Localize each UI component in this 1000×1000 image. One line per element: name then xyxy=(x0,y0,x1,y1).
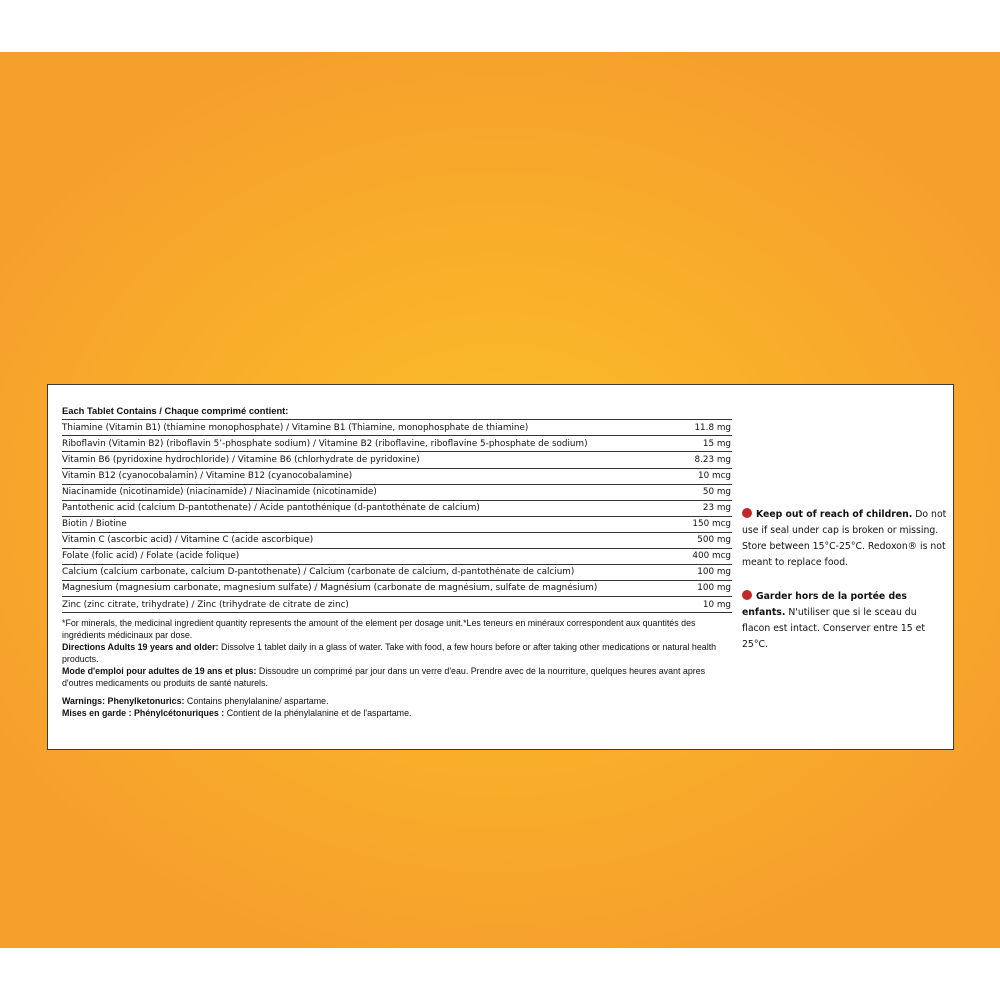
ingredient-amount: 400 mcg xyxy=(692,551,731,562)
red-bullet-icon xyxy=(742,590,752,600)
table-header: Each Tablet Contains / Chaque comprimé contient: xyxy=(62,405,732,420)
ingredient-name: Magnesium (magnesium carbonate, magnesium sulfate) / Magnésium (carbonate de magnésium, sulfate de magnésium) xyxy=(62,583,598,594)
warnings-fr xyxy=(62,708,732,720)
ingredient-name: Niacinamide (nicotinamide) (niacinamide) / Niacinamide (nicotinamide) xyxy=(62,486,377,497)
ingredient-row xyxy=(62,581,732,597)
ingredients-table xyxy=(62,405,732,720)
ingredient-name: Calcium (calcium carbonate, calcium D-pantothenate) / Calcium (carbonate de calcium, d-pantothénate de calcium) xyxy=(62,567,575,578)
ingredient-name: Biotin / Biotine xyxy=(62,519,127,530)
directions-label: Directions Adults 19 years and older: xyxy=(62,642,219,653)
bottom-white-band xyxy=(0,948,1000,1000)
ingredient-name: Pantothenic acid (calcium D-pantothenate) / Acide pantothénique (d-pantothénate de calcium) xyxy=(62,503,480,514)
directions-en xyxy=(62,642,732,666)
ingredient-amount: 8.23 mg xyxy=(694,454,731,465)
side-warning-fr xyxy=(742,589,947,653)
directions-fr xyxy=(62,666,732,690)
side-en-bold: Keep out of reach of children. xyxy=(756,509,913,520)
top-white-band xyxy=(0,0,1000,52)
ingredient-amount: 50 mg xyxy=(702,486,731,497)
ingredient-amount: 100 mg xyxy=(697,567,731,578)
ingredient-row xyxy=(62,549,732,565)
side-fr-text: N'utiliser que si le sceau du flacon est intact. Conserver entre 15 et 25°C. xyxy=(742,606,926,650)
red-bullet-icon xyxy=(742,508,752,518)
ingredient-rows xyxy=(62,420,732,613)
ingredient-name: Thiamine (Vitamin B1) (thiamine monophosphate) / Vitamine B1 (Thiamine, monophosphate de thiamine) xyxy=(62,422,529,433)
ingredient-row xyxy=(62,485,732,501)
minerals-note: *For minerals, the medicinal ingredient quantity represents the amount of the element per dosage unit.*Les teneurs en minéraux correspondent aux quantités des ingrédients médicinaux par dose. xyxy=(62,618,696,641)
ingredient-name: Vitamin B6 (pyridoxine hydrochloride) / Vitamine B6 (chlorhydrate de pyridoxine) xyxy=(62,454,420,465)
mode-label: Mode d'emploi pour adultes de 19 ans et plus: xyxy=(62,666,257,677)
ingredient-row xyxy=(62,452,732,468)
mises-text: Contient de la phénylalanine et de l'aspartame. xyxy=(224,707,412,718)
mode-text: Dissoudre un comprimé par jour dans un verre d'eau. Prendre avec de la nourriture, quelques heures avant apres d'outres medicaments ou produits de santé naturels. xyxy=(62,666,706,689)
ingredient-amount: 11.8 mg xyxy=(694,422,731,433)
ingredient-row xyxy=(62,597,732,613)
label-panel xyxy=(47,384,954,750)
warnings-text: Contains phenylalanine/ aspartame. xyxy=(184,695,329,706)
mises-label: Mises en garde : Phénylcétonuriques : xyxy=(62,707,225,718)
ingredient-name: Vitamin B12 (cyanocobalamin) / Vitamine B12 (cyanocobalamine) xyxy=(62,470,353,481)
warnings-label: Warnings: Phenylketonurics: xyxy=(62,695,185,706)
ingredient-row xyxy=(62,420,732,436)
ingredient-name: Zinc (zinc citrate, trihydrate) / Zinc (trihydrate de citrate de zinc) xyxy=(62,599,349,610)
ingredient-amount: 10 mcg xyxy=(698,470,731,481)
ingredient-amount: 15 mg xyxy=(702,438,731,449)
ingredient-name: Folate (folic acid) / Folate (acide folique) xyxy=(62,551,240,562)
side-fr-bold: Garder hors de la portée des enfants. xyxy=(742,590,907,618)
ingredient-row xyxy=(62,436,732,452)
ingredient-amount: 500 mg xyxy=(697,535,731,546)
ingredient-amount: 23 mg xyxy=(702,503,731,514)
ingredient-row xyxy=(62,501,732,517)
ingredient-row xyxy=(62,469,732,485)
ingredient-name: Vitamin C (ascorbic acid) / Vitamine C (acide ascorbique) xyxy=(62,535,314,546)
warnings-en xyxy=(62,696,732,708)
ingredient-name: Riboflavin (Vitamin B2) (riboflavin 5’-phosphate sodium) / Vitamine B2 (riboflavine, riboflavine 5-phosphate de sodium) xyxy=(62,438,588,449)
side-warnings xyxy=(742,507,947,653)
side-en-text: Do not use if seal under cap is broken or missing. Store between 15°C-25°C. Redoxon® is not meant to replace food. xyxy=(742,509,947,568)
notes-section xyxy=(62,618,732,719)
ingredient-amount: 150 mcg xyxy=(692,519,731,530)
directions-text: Dissolve 1 tablet daily in a glass of water. Take with food, a few hours before or after taking other medications or natural health products. xyxy=(62,642,717,665)
ingredient-row xyxy=(62,533,732,549)
side-warning-en xyxy=(742,507,947,571)
ingredient-amount: 100 mg xyxy=(697,583,731,594)
ingredient-row xyxy=(62,517,732,533)
ingredient-row xyxy=(62,565,732,581)
ingredient-amount: 10 mg xyxy=(702,599,731,610)
